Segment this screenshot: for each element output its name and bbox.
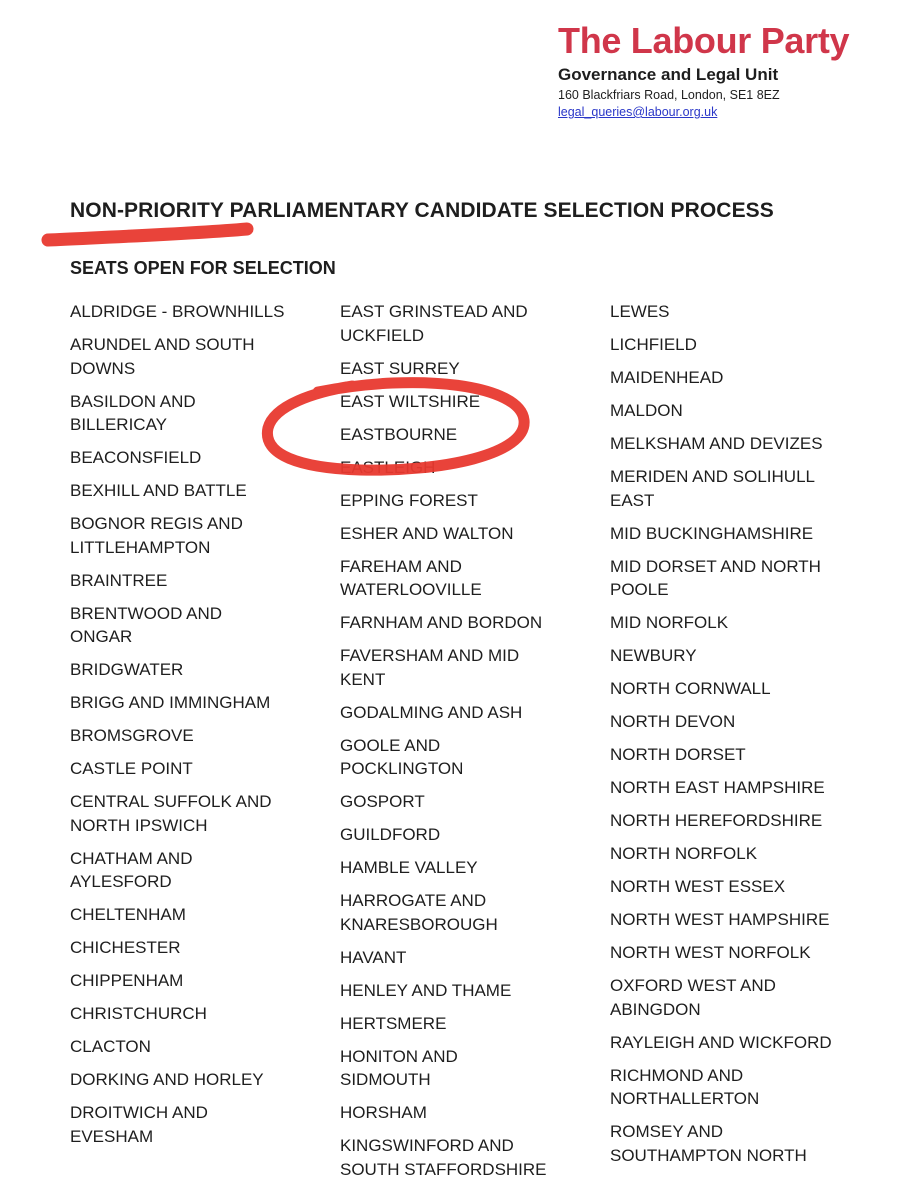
section-title: SEATS OPEN FOR SELECTION bbox=[70, 258, 336, 278]
seat-item: CHICHESTER bbox=[70, 938, 181, 957]
seat-item: NORTH WEST NORFOLK bbox=[610, 943, 811, 962]
seat-item: MALDON bbox=[610, 401, 683, 420]
seat-item: NORTH CORNWALL bbox=[610, 679, 771, 698]
seat-item: BEACONSFIELD bbox=[70, 448, 202, 467]
seat-item: EPPING FOREST bbox=[340, 490, 478, 510]
seat-item: CASTLE POINT bbox=[70, 759, 193, 778]
seat-item: MELKSHAM AND DEVIZES bbox=[610, 434, 823, 453]
seat-item: OXFORD WEST AND ABINGDON bbox=[610, 976, 776, 1019]
seat-item: NORTH DEVON bbox=[610, 712, 736, 731]
seat-item: EASTLEIGH bbox=[340, 457, 436, 477]
seat-item: BROMSGROVE bbox=[70, 726, 194, 745]
seat-item: NORTH WEST ESSEX bbox=[610, 877, 786, 896]
seat-item: EAST GRINSTEAD AND UCKFIELD bbox=[340, 302, 528, 345]
seat-item: GUILDFORD bbox=[340, 825, 441, 844]
seat-item: EAST SURREY bbox=[340, 358, 460, 378]
seat-item: GODALMING AND ASH bbox=[340, 702, 523, 722]
seat-item: CHIPPENHAM bbox=[70, 971, 184, 990]
seat-item: CHELTENHAM bbox=[70, 905, 186, 924]
seat-list-column-2 bbox=[340, 300, 595, 1191]
seat-item: HARROGATE AND KNARESBOROUGH bbox=[340, 891, 498, 934]
seat-item: HERTSMERE bbox=[340, 1013, 447, 1033]
address: 160 Blackfriars Road, London, SE1 8EZ bbox=[558, 88, 780, 102]
seat-item: FAVERSHAM AND MID KENT bbox=[340, 646, 520, 689]
seat-item: ARUNDEL AND SOUTH DOWNS bbox=[70, 335, 255, 378]
seat-item: CHATHAM AND AYLESFORD bbox=[70, 848, 193, 891]
seat-item: NORTH WEST HAMPSHIRE bbox=[610, 910, 830, 929]
seat-item: MAIDENHEAD bbox=[610, 368, 724, 387]
seat-item: BEXHILL AND BATTLE bbox=[70, 481, 247, 500]
seat-item: BRAINTREE bbox=[70, 570, 168, 590]
seat-item: NORTH DORSET bbox=[610, 745, 746, 764]
seat-item: HORSHAM bbox=[340, 1103, 427, 1122]
seat-item: CENTRAL SUFFOLK AND NORTH IPSWICH bbox=[70, 792, 272, 835]
seat-item: FARNHAM AND BORDON bbox=[340, 613, 543, 632]
seat-item: GOSPORT bbox=[340, 792, 425, 811]
seat-item: ESHER AND WALTON bbox=[340, 523, 514, 543]
seat-item: ALDRIDGE - BROWNHILLS bbox=[70, 302, 285, 321]
seat-item: DORKING AND HORLEY bbox=[70, 1070, 264, 1089]
seat-item: BRIDGWATER bbox=[70, 660, 184, 679]
unit-name: Governance and Legal Unit bbox=[558, 65, 779, 84]
seat-item: EAST WILTSHIRE bbox=[340, 391, 481, 411]
seat-item: EASTBOURNE bbox=[340, 424, 458, 444]
seat-item: CLACTON bbox=[70, 1037, 151, 1056]
seat-item: CHRISTCHURCH bbox=[70, 1004, 207, 1023]
seat-item: ROMSEY AND SOUTHAMPTON NORTH bbox=[610, 1122, 807, 1165]
red-underline-annotation bbox=[48, 229, 247, 240]
seat-item: MID NORFOLK bbox=[610, 613, 729, 632]
seat-item: BRENTWOOD AND ONGAR bbox=[70, 603, 223, 646]
seat-list-column-1 bbox=[70, 300, 325, 1158]
letterhead bbox=[558, 20, 849, 121]
seat-item: NORTH EAST HAMPSHIRE bbox=[610, 778, 825, 797]
seat-item: BRIGG AND IMMINGHAM bbox=[70, 693, 271, 712]
seat-item: HENLEY AND THAME bbox=[340, 980, 512, 1000]
seat-item: BOGNOR REGIS AND LITTLEHAMPTON bbox=[70, 514, 243, 557]
seat-item: MERIDEN AND SOLIHULL EAST bbox=[610, 467, 815, 510]
seat-item: HAMBLE VALLEY bbox=[340, 858, 478, 877]
seat-item: NORTH NORFOLK bbox=[610, 844, 758, 863]
seat-item: RICHMOND AND NORTHALLERTON bbox=[610, 1065, 760, 1108]
seat-item: HAVANT bbox=[340, 947, 407, 967]
seat-item: DROITWICH AND EVESHAM bbox=[70, 1103, 208, 1146]
seat-item: LEWES bbox=[610, 302, 670, 321]
email-link[interactable]: legal_queries@labour.org.uk bbox=[558, 105, 718, 119]
seat-item: NEWBURY bbox=[610, 646, 697, 665]
seat-item: MID DORSET AND NORTH POOLE bbox=[610, 556, 821, 599]
seat-item: NORTH HEREFORDSHIRE bbox=[610, 811, 823, 830]
seat-item: KINGSWINFORD AND SOUTH STAFFORDSHIRE bbox=[340, 1136, 547, 1179]
seat-item: GOOLE AND POCKLINGTON bbox=[340, 735, 464, 778]
seat-item: RAYLEIGH AND WICKFORD bbox=[610, 1032, 832, 1052]
seat-item: LICHFIELD bbox=[610, 335, 697, 354]
seat-list-column-3 bbox=[610, 300, 880, 1177]
org-name: The Labour Party bbox=[558, 20, 850, 61]
seat-item: FAREHAM AND WATERLOOVILLE bbox=[340, 556, 482, 599]
seat-item: HONITON AND SIDMOUTH bbox=[340, 1046, 458, 1089]
document-title: NON-PRIORITY PARLIAMENTARY CANDIDATE SELECTION PROCESS bbox=[70, 199, 774, 222]
seat-item: MID BUCKINGHAMSHIRE bbox=[610, 523, 814, 543]
seat-item: BASILDON AND BILLERICAY bbox=[70, 391, 196, 434]
